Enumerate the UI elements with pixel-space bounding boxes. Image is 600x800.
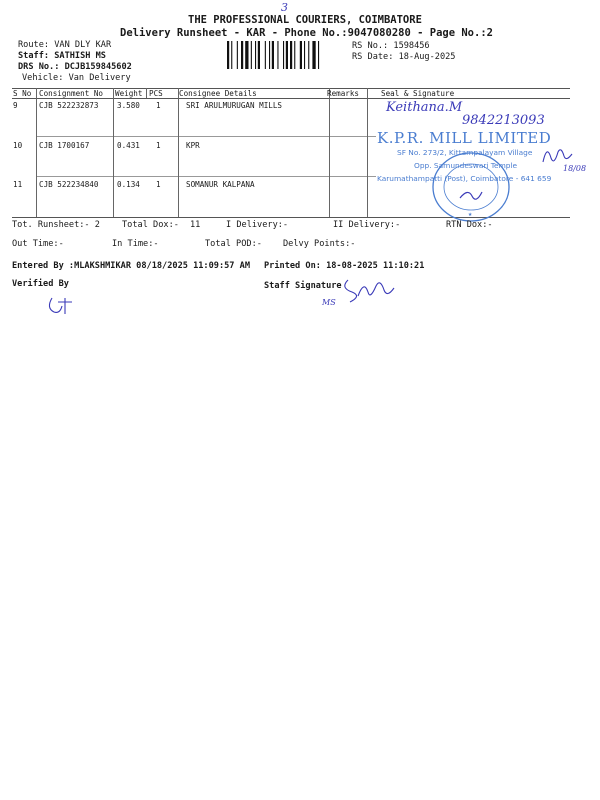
table-row-consignee: KPR xyxy=(186,141,200,150)
table-row-consignment: CJB 1700167 xyxy=(39,141,90,150)
table-row-pcs: 1 xyxy=(156,141,161,150)
table-row-pcs: 1 xyxy=(156,180,161,189)
table-row-weight: 3.580 xyxy=(117,101,140,110)
entered-by: Entered By :MLAKSHMIKAR 08/18/2025 11:09:57 AM xyxy=(12,261,250,271)
table-row-weight: 0.134 xyxy=(117,180,140,189)
col-divider xyxy=(178,88,179,217)
rs-date: RS Date: 18-Aug-2025 xyxy=(352,52,456,62)
rtn-dox: RTN Dox:- xyxy=(446,220,493,230)
out-time: Out Time:- xyxy=(12,239,64,249)
staff-signature xyxy=(338,274,400,308)
header-weight: Weight xyxy=(115,89,143,98)
table-row-sno: 9 xyxy=(13,101,18,110)
col-divider xyxy=(113,88,114,217)
table-row-sno: 11 xyxy=(13,180,23,189)
stamp-company-name: K.P.R. MILL LIMITED xyxy=(377,129,552,147)
verifier-initials xyxy=(46,294,76,316)
staff-initials-handwriting: MS xyxy=(322,298,336,307)
delvy-points: Delvy Points:- xyxy=(283,239,356,249)
header-consignee: Consignee Details xyxy=(179,89,257,98)
stamp-address-line1: SF No. 273/2, Kittampalayam Village xyxy=(397,148,533,157)
vehicle-label: Vehicle: Van Delivery xyxy=(22,73,131,83)
table-row-weight: 0.431 xyxy=(117,141,140,150)
col-divider xyxy=(367,88,368,217)
date-note-handwriting: 18/08 xyxy=(563,164,587,173)
document-subtitle: Delivery Runsheet - KAR - Phone No.:9047080280 - Page No.:2 xyxy=(120,27,493,39)
header-seal: Seal & Signature xyxy=(381,89,455,98)
i-delivery: I Delivery:- xyxy=(226,220,289,230)
verified-by: Verified By xyxy=(12,279,69,289)
table-row-consignment: CJB 522234840 xyxy=(39,180,99,189)
tot-runsheet: Tot. Runsheet:- 2 xyxy=(12,220,100,230)
receiver-phone-handwriting: 9842213093 xyxy=(462,113,545,128)
table-row-consignee: SRI ARULMURUGAN MILLS xyxy=(186,101,283,110)
table-row-consignment: CJB 522232873 xyxy=(39,101,99,110)
table-header-rule xyxy=(12,98,570,99)
stamp-address-line3: Karumathampatti (Post), Coimbatore - 641 659 xyxy=(377,174,552,183)
svg-text:★: ★ xyxy=(468,210,473,218)
header-consignment: Consignment No xyxy=(39,89,104,98)
col-divider xyxy=(146,88,147,98)
in-time: In Time:- xyxy=(112,239,159,249)
col-divider xyxy=(329,88,330,217)
header-pcs: PCS xyxy=(149,89,163,98)
ii-delivery: II Delivery:- xyxy=(333,220,401,230)
header-remarks: Remarks xyxy=(327,89,360,98)
total-pod: Total POD:- xyxy=(205,239,262,249)
handwritten-page-mark: 3 xyxy=(281,1,288,14)
table-row-pcs: 1 xyxy=(156,101,161,110)
rs-number: RS No.: 1598456 xyxy=(352,41,430,51)
col-divider xyxy=(36,88,37,217)
barcode-image xyxy=(227,41,347,69)
total-dox-label: Total Dox:- xyxy=(122,220,179,230)
row-separator xyxy=(36,176,376,177)
document-title: THE PROFESSIONAL COURIERS, COIMBATORE xyxy=(188,14,422,26)
staff-signature-label: Staff Signature xyxy=(264,281,342,291)
table-row-sno: 10 xyxy=(13,141,23,150)
stamp-address-line2: Opp. Samundeswari Temple xyxy=(414,161,518,170)
receiver-name-handwriting: Keithana.M xyxy=(386,100,463,115)
drs-number: DRS No.: DCJB159845602 xyxy=(18,62,132,72)
row-separator xyxy=(36,136,376,137)
staff-label: Staff: SATHISH MS xyxy=(18,51,106,61)
total-dox-value: 11 xyxy=(190,220,201,230)
table-row-consignee: SOMANUR KALPANA xyxy=(186,180,255,189)
printed-on: Printed On: 18-08-2025 11:10:21 xyxy=(264,261,425,271)
header-sno: S No xyxy=(13,89,32,98)
route-label: Route: VAN DLY KAR xyxy=(18,40,112,50)
